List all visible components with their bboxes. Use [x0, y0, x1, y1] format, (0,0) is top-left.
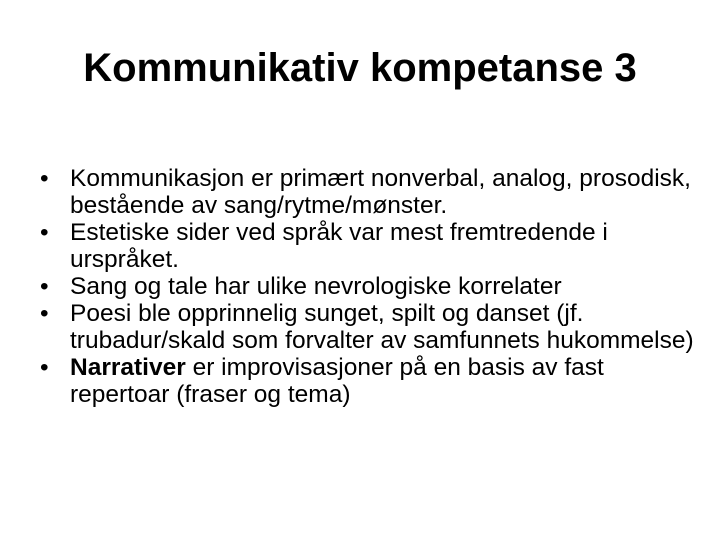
- bullet-text: er improvisasjoner på en basis av fast repertoar (fraser og tema): [70, 354, 604, 408]
- bullet-marker: •: [40, 300, 49, 327]
- slide-title: Kommunikativ kompetanse 3: [83, 46, 637, 90]
- bullet-list: [40, 165, 700, 408]
- bullet-text: Estetiske sider ved språk var mest fremtredende i urspråket.: [70, 219, 608, 273]
- bullet-text: Kommunikasjon er primært nonverbal, analog, prosodisk, bestående av sang/rytme/mønster.: [70, 165, 691, 219]
- bullet-bold-term: Narrativer: [70, 354, 186, 381]
- bullet-item-1: [40, 165, 700, 219]
- bullet-text: Poesi ble opprinnelig sunget, spilt og danset (jf. trubadur/skald som forvalter av samfunnets hukommelse): [70, 300, 694, 354]
- bullet-text: Sang og tale har ulike nevrologiske korrelater: [70, 273, 562, 300]
- bullet-item-4: [40, 300, 700, 354]
- bullet-marker: •: [40, 219, 49, 246]
- bullet-item-3: [40, 273, 700, 300]
- bullet-marker: •: [40, 165, 49, 192]
- bullet-marker: •: [40, 354, 49, 381]
- bullet-item-5: [40, 354, 700, 408]
- bullet-marker: •: [40, 273, 49, 300]
- bullet-item-2: [40, 219, 700, 273]
